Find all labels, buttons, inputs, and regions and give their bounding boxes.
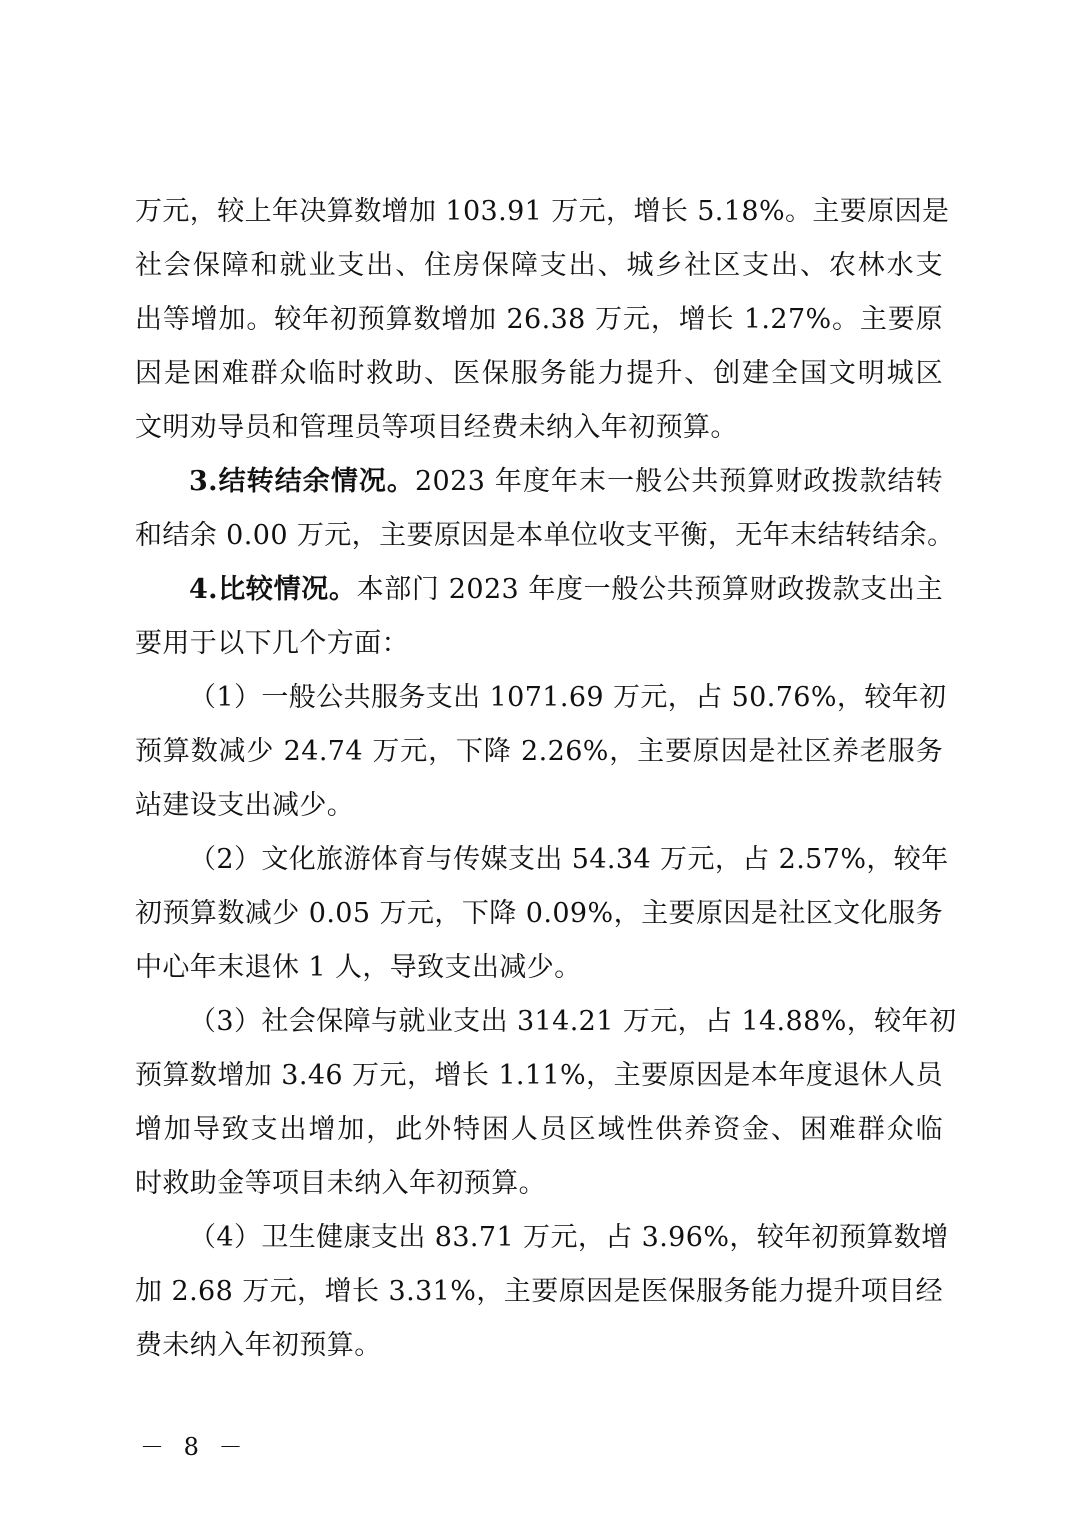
item-2-line: 初预算数减少 0.05 万元，下降 0.09%，主要原因是社区文化服务 [135,898,943,929]
item-2-line: 中心年末退休 1 人，导致支出减少。 [135,952,582,983]
item-4-line: （4）卫生健康支出 83.71 万元，占 3.96%，较年初预算数增 [189,1222,949,1253]
section-4-text: 本部门 2023 年度一般公共预算财政拨款支出主 [356,574,943,605]
item-3-line: 增加导致支出增加，此外特困人员区域性供养资金、困难群众临 [135,1114,943,1145]
section-4-heading: 4.比较情况。 [189,574,357,605]
paragraph-line: 文明劝导员和管理员等项目经费未纳入年初预算。 [135,412,738,443]
item-1-line: （1）一般公共服务支出 1071.69 万元，占 50.76%，较年初 [189,682,947,713]
paragraph-line: 出等增加。较年初预算数增加 26.38 万元，增长 1.27%。主要原 [135,304,943,335]
paragraph-line: 社会保障和就业支出、住房保障支出、城乡社区支出、农林水支 [135,250,943,281]
section-3-first-line [189,465,943,499]
section-3-text: 2023 年度年末一般公共预算财政拨款结转 [414,466,943,497]
item-1-line: 预算数减少 24.74 万元，下降 2.26%，主要原因是社区养老服务 [135,736,943,767]
section-3-heading: 3.结转结余情况。 [189,466,415,497]
item-3-line: （3）社会保障与就业支出 314.21 万元，占 14.88%，较年初 [189,1006,957,1037]
item-4-line: 费未纳入年初预算。 [135,1330,382,1361]
paragraph-line: 万元，较上年决算数增加 103.91 万元，增长 5.18%。主要原因是 [135,196,950,227]
paragraph-line: 因是困难群众临时救助、医保服务能力提升、创建全国文明城区 [135,358,943,389]
section-4-first-line [189,573,943,607]
item-3-line: 时救助金等项目未纳入年初预算。 [135,1168,546,1199]
page-number: － 8 － [140,1433,249,1461]
item-2-line: （2）文化旅游体育与传媒支出 54.34 万元，占 2.57%，较年 [189,844,949,875]
item-4-line: 加 2.68 万元，增长 3.31%，主要原因是医保服务能力提升项目经 [135,1276,943,1307]
section-3-second-line: 和结余 0.00 万元，主要原因是本单位收支平衡，无年末结转结余。 [135,520,955,551]
item-1-line: 站建设支出减少。 [135,790,355,821]
item-3-line: 预算数增加 3.46 万元，增长 1.11%，主要原因是本年度退休人员 [135,1060,943,1091]
section-4-second-line: 要用于以下几个方面： [135,628,409,659]
